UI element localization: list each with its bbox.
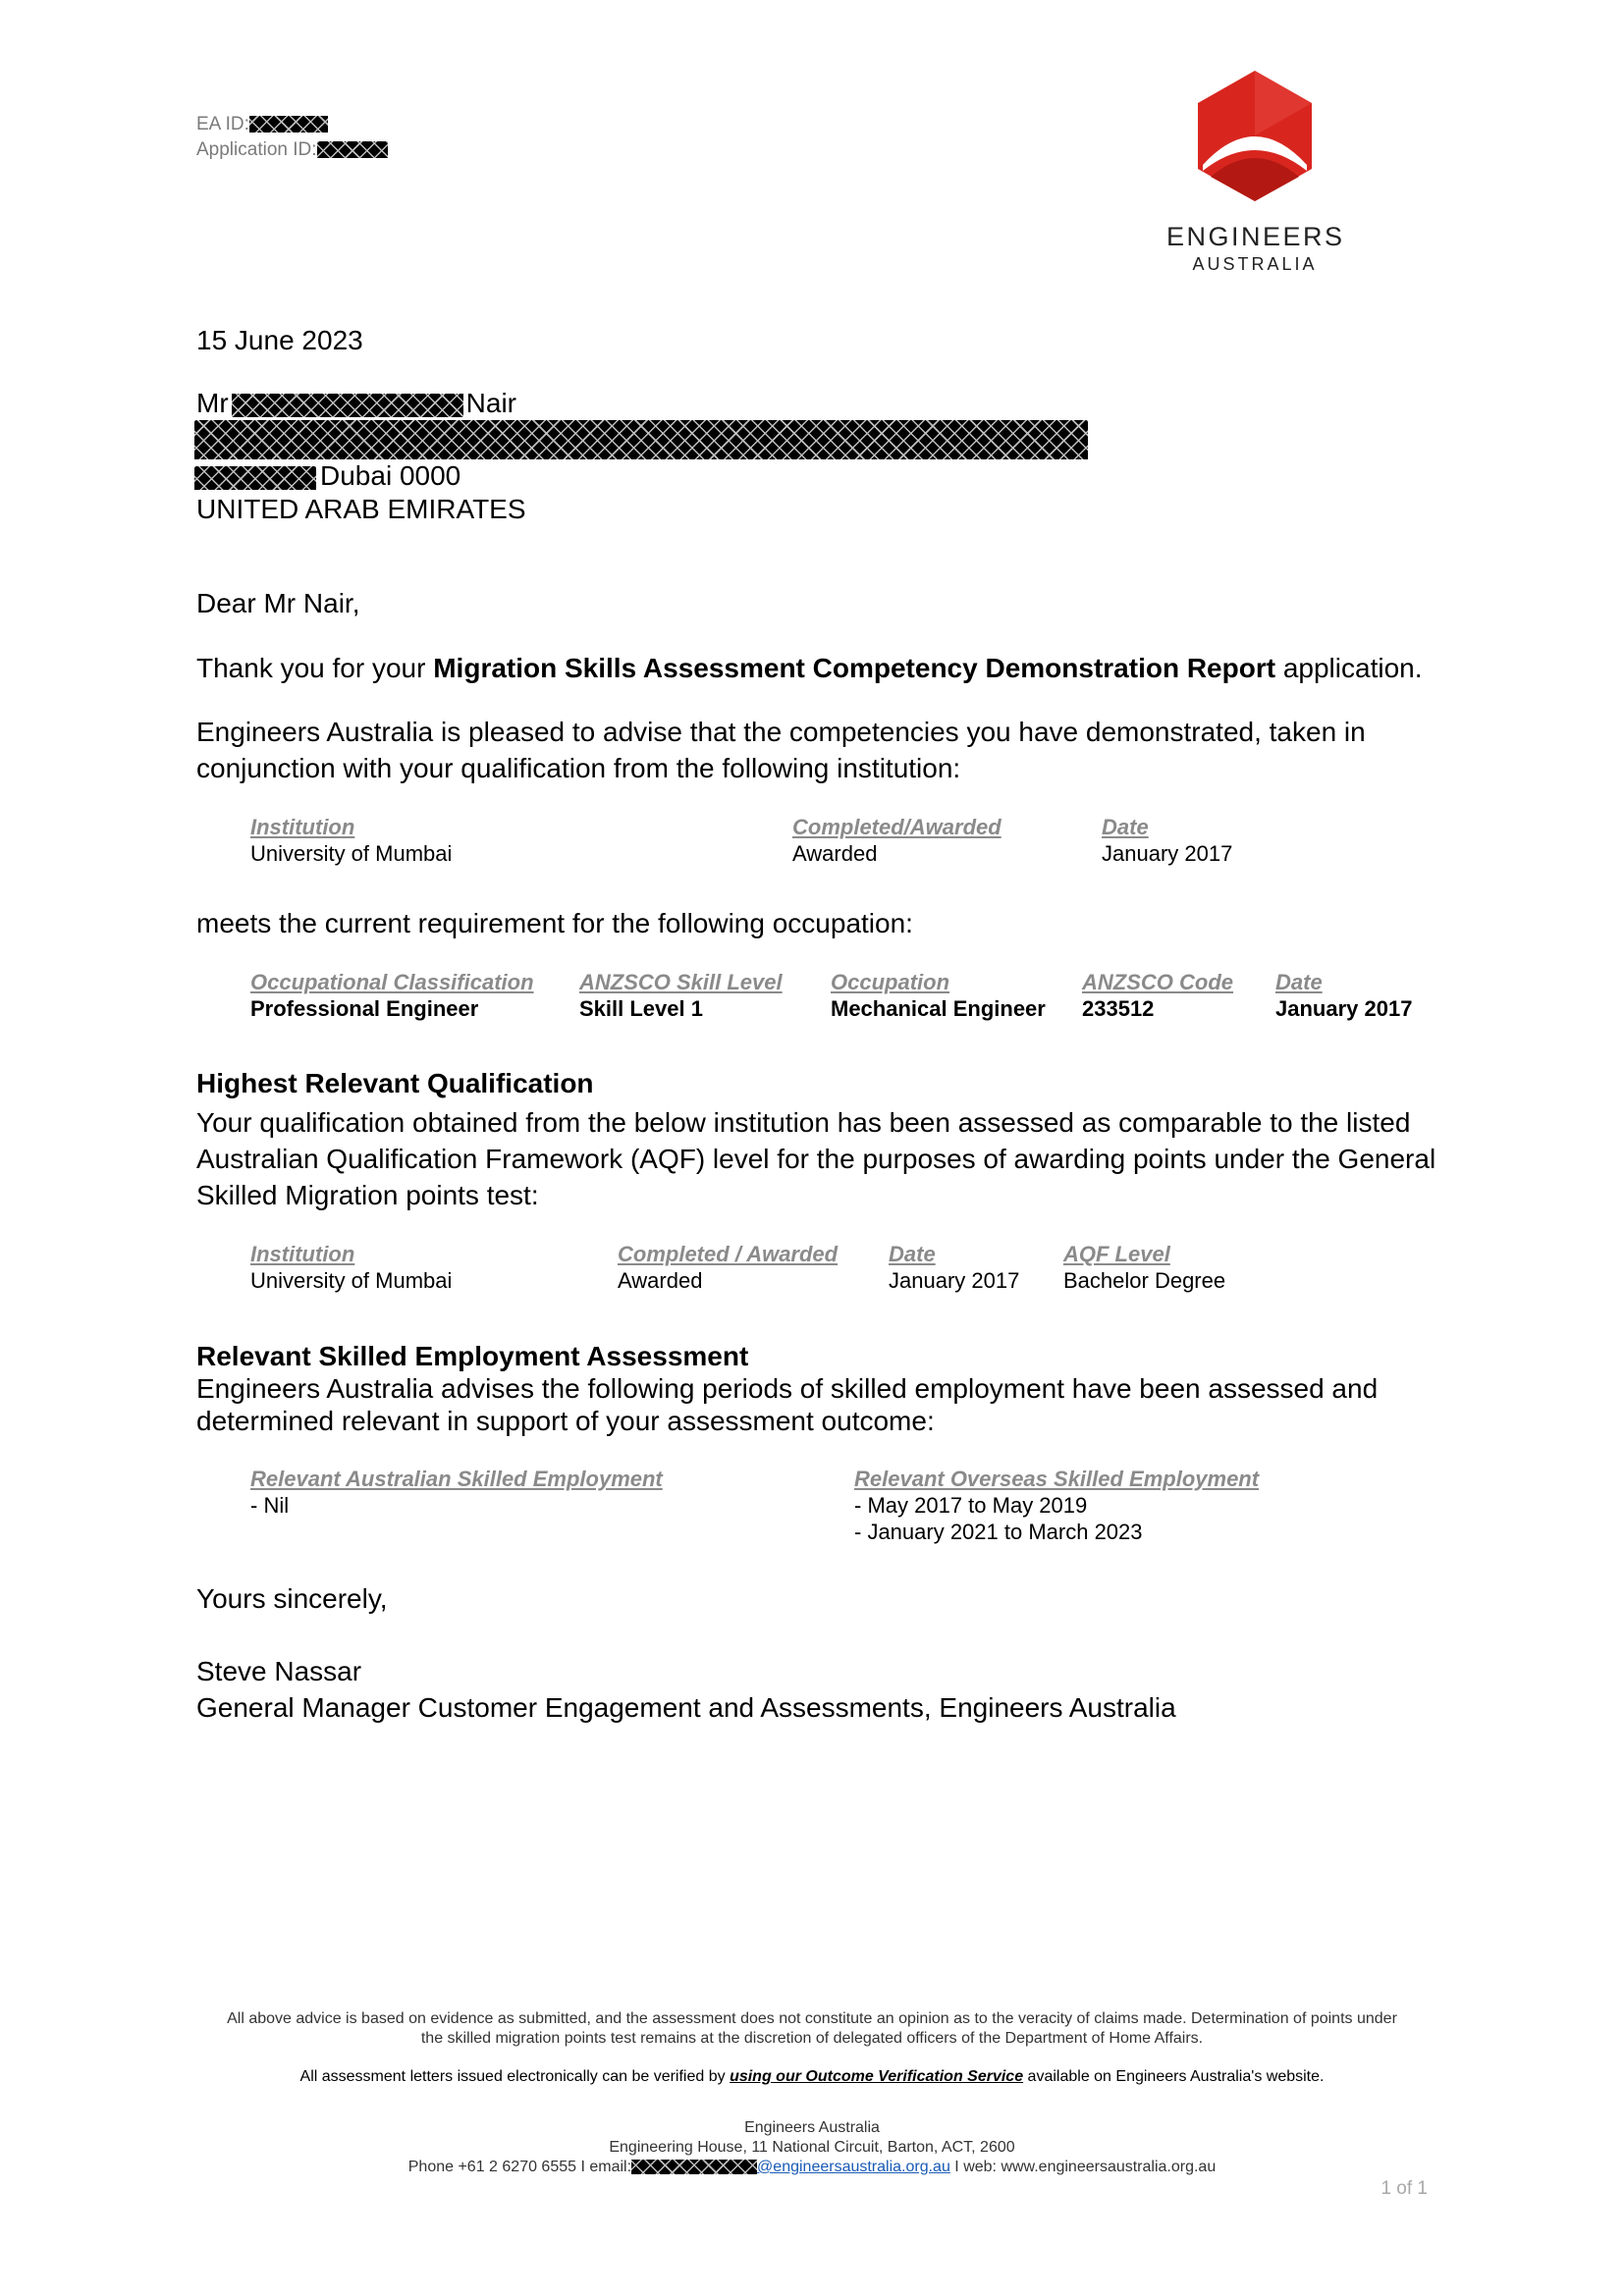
qualification-title: Highest Relevant Qualification [196, 1068, 594, 1098]
employment-line-1: Engineers Australia advises the following periods of skilled employment have been assessed and [196, 1373, 1379, 1404]
logo-sub: AUSTRALIA [1192, 254, 1318, 274]
salutation-prefix: Mr [196, 388, 229, 418]
qual-institution-value: University of Mumbai [250, 1268, 453, 1293]
disclaimer-line-1: All above advice is based on evidence as submitted, and the assessment does not constitute an opinion as to the veracity of claims made. Determination of points under [227, 2010, 1397, 2027]
engineers-australia-logo [1166, 69, 1343, 275]
footer-phone: Phone +61 2 6270 6555 I email: [407, 2159, 632, 2175]
qual-date-value: January 2017 [889, 1268, 1020, 1293]
verify-after: available on Engineers Australia's website. [1023, 2068, 1325, 2085]
redacted-street-line [196, 420, 1088, 459]
footer-verify [187, 2067, 1437, 2087]
greeting: Dear Mr Nair, [196, 588, 360, 618]
occupation-date-value: January 2017 [1275, 996, 1413, 1021]
recipient-name-line [196, 387, 1088, 420]
completed-awarded-value: Awarded [792, 841, 878, 866]
redacted-email-user [631, 2160, 757, 2174]
country: UNITED ARAB EMIRATES [196, 494, 526, 524]
verify-link[interactable]: using our Outcome Verification Service [730, 2068, 1024, 2085]
australian-employment-header: Relevant Australian Skilled Employment [250, 1467, 663, 1491]
intro-before: Thank you for your [196, 653, 434, 683]
intro-after: application. [1275, 653, 1423, 683]
competency-line-2: conjunction with your qualification from the following institution: [196, 753, 961, 783]
anzsco-skill-level-value: Skill Level 1 [579, 996, 703, 1021]
signatory-name: Steve Nassar [196, 1656, 362, 1686]
redacted-application-id [317, 141, 388, 158]
qual-completed-value: Awarded [618, 1268, 703, 1293]
application-id-line [196, 137, 388, 163]
footer-phone-line [187, 2158, 1437, 2177]
overseas-employment-header: Relevant Overseas Skilled Employment [854, 1467, 1260, 1491]
qualification-paragraph [196, 1104, 1435, 1213]
occupation-date-header: Date [1275, 970, 1323, 994]
completed-awarded-header: Completed/Awarded [792, 815, 1001, 839]
city: Dubai 0000 [320, 460, 461, 491]
occupational-classification-value: Professional Engineer [250, 996, 479, 1021]
signatory [196, 1653, 1176, 1726]
redacted-given-name [232, 394, 463, 417]
closing: Yours sincerely, [196, 1583, 388, 1614]
competency-line-1: Engineers Australia is pleased to advise that the competencies you have demonstrated, taken in [196, 717, 1366, 747]
employment-paragraph [196, 1372, 1378, 1437]
qualification-line-1: Your qualification obtained from the below institution has been assessed as comparable to the listed [196, 1107, 1411, 1138]
footer-web: I web: www.engineersaustralia.org.au [949, 2159, 1217, 2175]
letter-date: 15 June 2023 [196, 325, 363, 355]
employment-line-2: determined relevant in support of your assessment outcome: [196, 1406, 935, 1436]
overseas-employment-item-1: - May 2017 to May 2019 [854, 1493, 1088, 1518]
anzsco-code-value: 233512 [1082, 996, 1155, 1021]
ea-id-line [196, 112, 388, 137]
logo-name: ENGINEERS [1166, 222, 1345, 251]
qualification-line-3: Skilled Migration points test: [196, 1180, 539, 1210]
occupation-value: Mechanical Engineer [831, 996, 1046, 1021]
australian-employment-item: - Nil [250, 1493, 290, 1518]
ea-id-label: EA ID: [196, 114, 249, 134]
page-number: 1 of 1 [1380, 2178, 1428, 2199]
footer-disclaimer [187, 2009, 1437, 2049]
anzsco-code-header: ANZSCO Code [1082, 970, 1233, 994]
redacted-po-box [194, 466, 316, 490]
competency-paragraph [196, 714, 1366, 786]
overseas-employment-item-2: - January 2021 to March 2023 [854, 1520, 1143, 1544]
occupation-header: Occupation [831, 970, 950, 994]
recipient-surname: Nair [465, 388, 516, 418]
recipient-address [196, 387, 1088, 526]
qual-aqf-level-value: Bachelor Degree [1063, 1268, 1226, 1293]
occupational-classification-header: Occupational Classification [250, 970, 534, 994]
meets-requirement-text: meets the current requirement for the following occupation: [196, 908, 913, 938]
intro-bold: Migration Skills Assessment Competency Demonstration Report [433, 653, 1276, 683]
header-ids [196, 112, 388, 163]
footer-email-link[interactable]: @engineersaustralia.org.au [757, 2159, 950, 2175]
hexagon-logo-icon [1191, 69, 1319, 211]
date-value: January 2017 [1102, 841, 1233, 866]
footer-contact [187, 2118, 1437, 2177]
application-id-label: Application ID: [196, 139, 317, 160]
date-header: Date [1102, 815, 1149, 839]
anzsco-skill-level-header: ANZSCO Skill Level [579, 970, 783, 994]
disclaimer-line-2: the skilled migration points test remains at the discretion of delegated officers of the Department of Home Affairs. [420, 2030, 1204, 2047]
footer-address: Engineering House, 11 National Circuit, Barton, ACT, 2600 [609, 2139, 1015, 2156]
institution-value: University of Mumbai [250, 841, 453, 866]
qual-date-header: Date [889, 1242, 936, 1266]
intro-paragraph [196, 650, 1423, 686]
qual-completed-header: Completed / Awarded [618, 1242, 839, 1266]
footer-org: Engineers Australia [744, 2119, 880, 2136]
city-line [196, 459, 1088, 493]
redacted-street [194, 420, 1088, 459]
institution-header: Institution [250, 815, 355, 839]
qualification-line-2: Australian Qualification Framework (AQF) level for the purposes of awarding points under the General [196, 1144, 1436, 1174]
redacted-ea-id [249, 116, 328, 133]
employment-title: Relevant Skilled Employment Assessment [196, 1341, 749, 1371]
qual-institution-header: Institution [250, 1242, 355, 1266]
qual-aqf-level-header: AQF Level [1063, 1242, 1170, 1266]
verify-before: All assessment letters issued electronically can be verified by [299, 2068, 731, 2085]
signatory-title: General Manager Customer Engagement and Assessments, Engineers Australia [196, 1692, 1176, 1723]
